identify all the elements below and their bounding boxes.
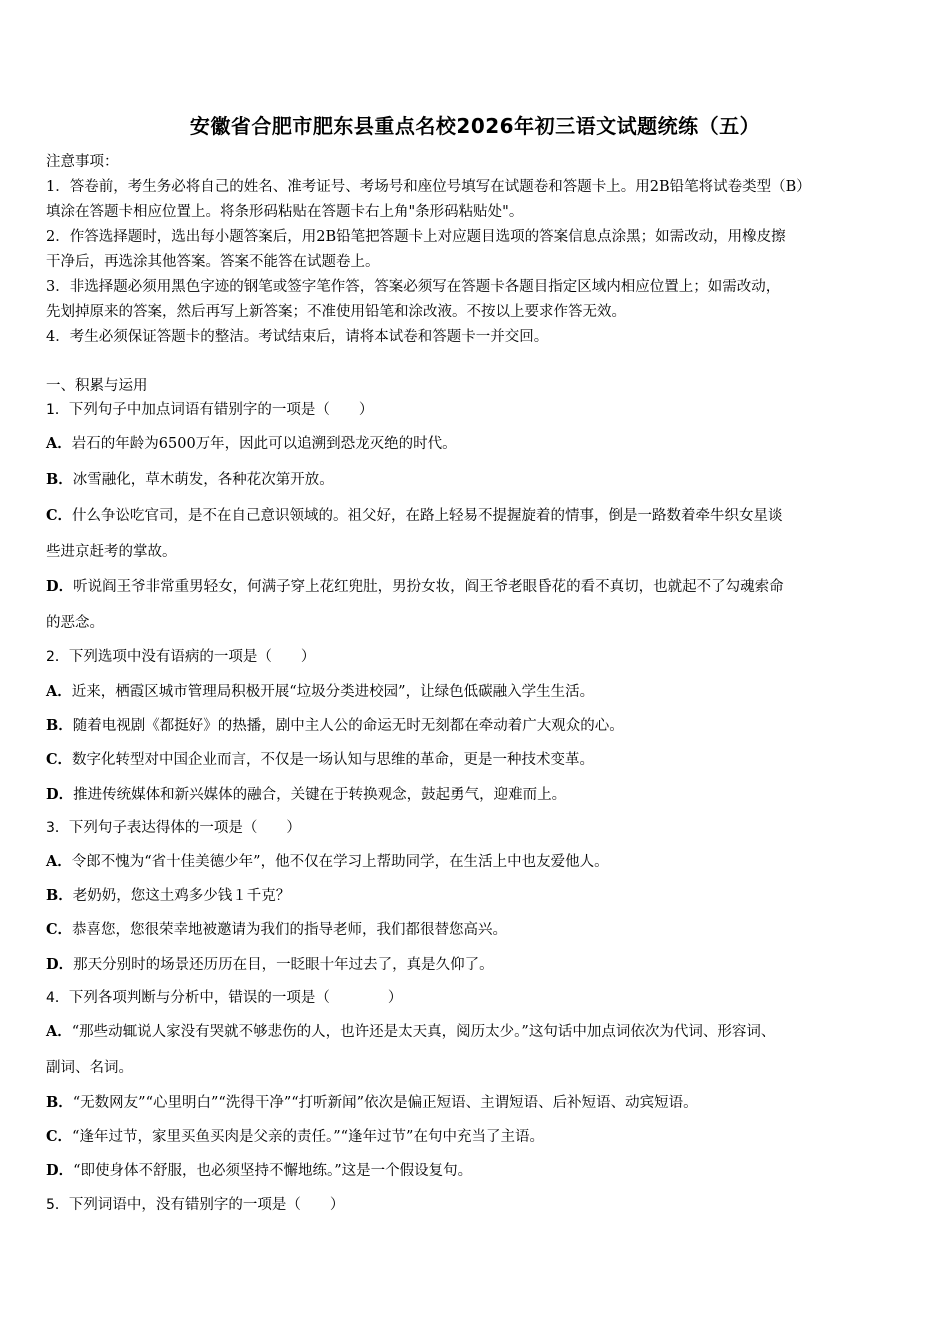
option-label: D． (46, 786, 74, 803)
option-text: 冰雪融化，草木萌发，各种花次第开放。 (72, 472, 334, 488)
question-stem (46, 988, 906, 1008)
question-number: 1． (46, 402, 69, 418)
option-label: D． (46, 956, 74, 973)
option-label: C． (46, 507, 73, 524)
option (46, 1161, 906, 1181)
option (46, 577, 906, 597)
option-text: 数字化转型对中国企业而言，不仅是一场认知与思维的革命，更是一种技术变革。 (72, 752, 595, 768)
question-text: 下列各项判断与分析中，错误的一项是（ ） (68, 990, 403, 1006)
option (46, 955, 906, 975)
notice-line: 2．作答选择题时，选出每小题答案后，用2B铅笔把答题卡上对应题目选项的答案信息点涂黑；如需改动，用橡皮擦 (46, 229, 786, 245)
option-label: A． (46, 683, 72, 700)
option-text: 恭喜您，您很荣幸地被邀请为我们的指导老师，我们都很替您高兴。 (72, 922, 508, 938)
question-number: 4． (46, 990, 69, 1006)
question-text: 下列句子中加点词语有错别字的一项是（ ） (68, 402, 374, 418)
notice-line: 4．考生必须保证答题卡的整洁。考试结束后，请将本试卷和答题卡一并交回。 (46, 329, 549, 345)
option-text: 那天分别时的场景还历历在目，一眨眼十年过去了，真是久仰了。 (73, 957, 494, 973)
option-label: D． (46, 578, 74, 595)
question-text: 下列词语中，没有错别字的一项是（ ） (68, 1197, 345, 1213)
question-stem (46, 400, 906, 420)
option (46, 886, 906, 906)
question-number: 3． (46, 820, 69, 836)
notice-line: 先划掉原来的答案，然后再写上新答案；不准使用铅笔和涂改液。不按以上要求作答无效。 (46, 304, 626, 320)
option (46, 682, 906, 702)
option-text: “即使身体不舒服，也必须坚持不懈地练。”这是一个假设复句。 (73, 1163, 473, 1179)
option-label: A． (46, 435, 72, 452)
section-heading: 一、积累与运用 (46, 378, 148, 394)
option-label: A． (46, 853, 72, 870)
option-text: 老奶奶，您这土鸡多少钱１千克？ (72, 888, 291, 904)
option-label: B． (46, 887, 73, 904)
option-text: “逢年过节，家里买鱼买肉是父亲的责任。”“逢年过节”在句中充当了主语。 (72, 1129, 544, 1145)
question-number: 5． (46, 1197, 69, 1213)
option (46, 785, 906, 805)
option (46, 920, 906, 940)
option-text: “那些动辄说人家没有哭就不够悲伤的人，也许还是太天真，阅历太少。”这句话中加点词依次为代词、形容词、 (71, 1024, 776, 1040)
option-label: C． (46, 751, 73, 768)
notice-line: 1．答卷前，考生务必将自己的姓名、准考证号、考场号和座位号填写在试题卷和答题卡上。用2B铅笔将试卷类型（B） (46, 179, 811, 195)
option (46, 434, 906, 454)
option-text: 听说阎王爷非常重男轻女，何满子穿上花红兜肚，男扮女妆，阎王爷老眼昏花的看不真切，也就起不了勾魂索命 (73, 579, 784, 595)
option-label: B． (46, 717, 73, 734)
option (46, 1127, 906, 1147)
option (46, 750, 906, 770)
option-label: B． (46, 471, 73, 488)
option-label: A． (46, 1023, 72, 1040)
notice-line: 干净后，再选涂其他答案。答案不能答在试题卷上。 (46, 254, 380, 270)
notice-heading: 注意事项： (46, 154, 119, 170)
exam-title: 安徽省合肥市肥东县重点名校2026年初三语文试题统练（五） (189, 114, 761, 138)
option-text: 什么争讼吃官司，是不在自己意识领域的。祖父好，在路上轻易不提握旋着的情事，倒是一路数着牵牛织女星谈 (72, 508, 783, 524)
option (46, 852, 906, 872)
question-stem (46, 647, 906, 667)
option (46, 506, 906, 526)
question-number: 2． (46, 649, 69, 665)
option-label: C． (46, 1128, 73, 1145)
option-text: 岩石的年龄为6500万年，因此可以追溯到恐龙灭绝的时代。 (71, 436, 457, 452)
option-continuation: 副词、名词。 (46, 1060, 133, 1076)
option-label: D． (46, 1162, 74, 1179)
option-text: 随着电视剧《都挺好》的热播，剧中主人公的命运无时无刻都在牵动着广大观众的心。 (72, 718, 624, 734)
option-text: “无数网友”“心里明白”“洗得干净”“打听新闻”依次是偏正短语、主谓短语、后补短语、动宾短语。 (72, 1095, 698, 1111)
question-text: 下列选项中没有语病的一项是（ ） (68, 649, 316, 665)
option (46, 716, 906, 736)
question-stem (46, 1195, 906, 1215)
notice-line: 3．非选择题必须用黑色字迹的钢笔或签字笔作答，答案必须写在答题卡各题目指定区域内相应位置上；如需改动， (46, 279, 781, 295)
option-text: 近来，栖霞区城市管理局积极开展“垃圾分类进校园”，让绿色低碳融入学生生活。 (71, 684, 595, 700)
option-text: 推进传统媒体和新兴媒体的融合，关键在于转换观念，鼓起勇气，迎难而上。 (73, 787, 567, 803)
option-continuation: 些进京赶考的掌故。 (46, 544, 177, 560)
option-continuation: 的恶念。 (46, 615, 104, 631)
option (46, 470, 906, 490)
question-stem (46, 818, 906, 838)
option (46, 1022, 906, 1042)
option-text: 令郎不愧为“省十佳美德少年”，他不仅在学习上帮助同学，在生活上中也友爱他人。 (71, 854, 609, 870)
option-label: B． (46, 1094, 73, 1111)
option (46, 1093, 906, 1113)
notice-line: 填涂在答题卡相应位置上。将条形码粘贴在答题卡右上角"条形码粘贴处"。 (46, 204, 524, 220)
question-text: 下列句子表达得体的一项是（ ） (68, 820, 301, 836)
option-label: C． (46, 921, 73, 938)
